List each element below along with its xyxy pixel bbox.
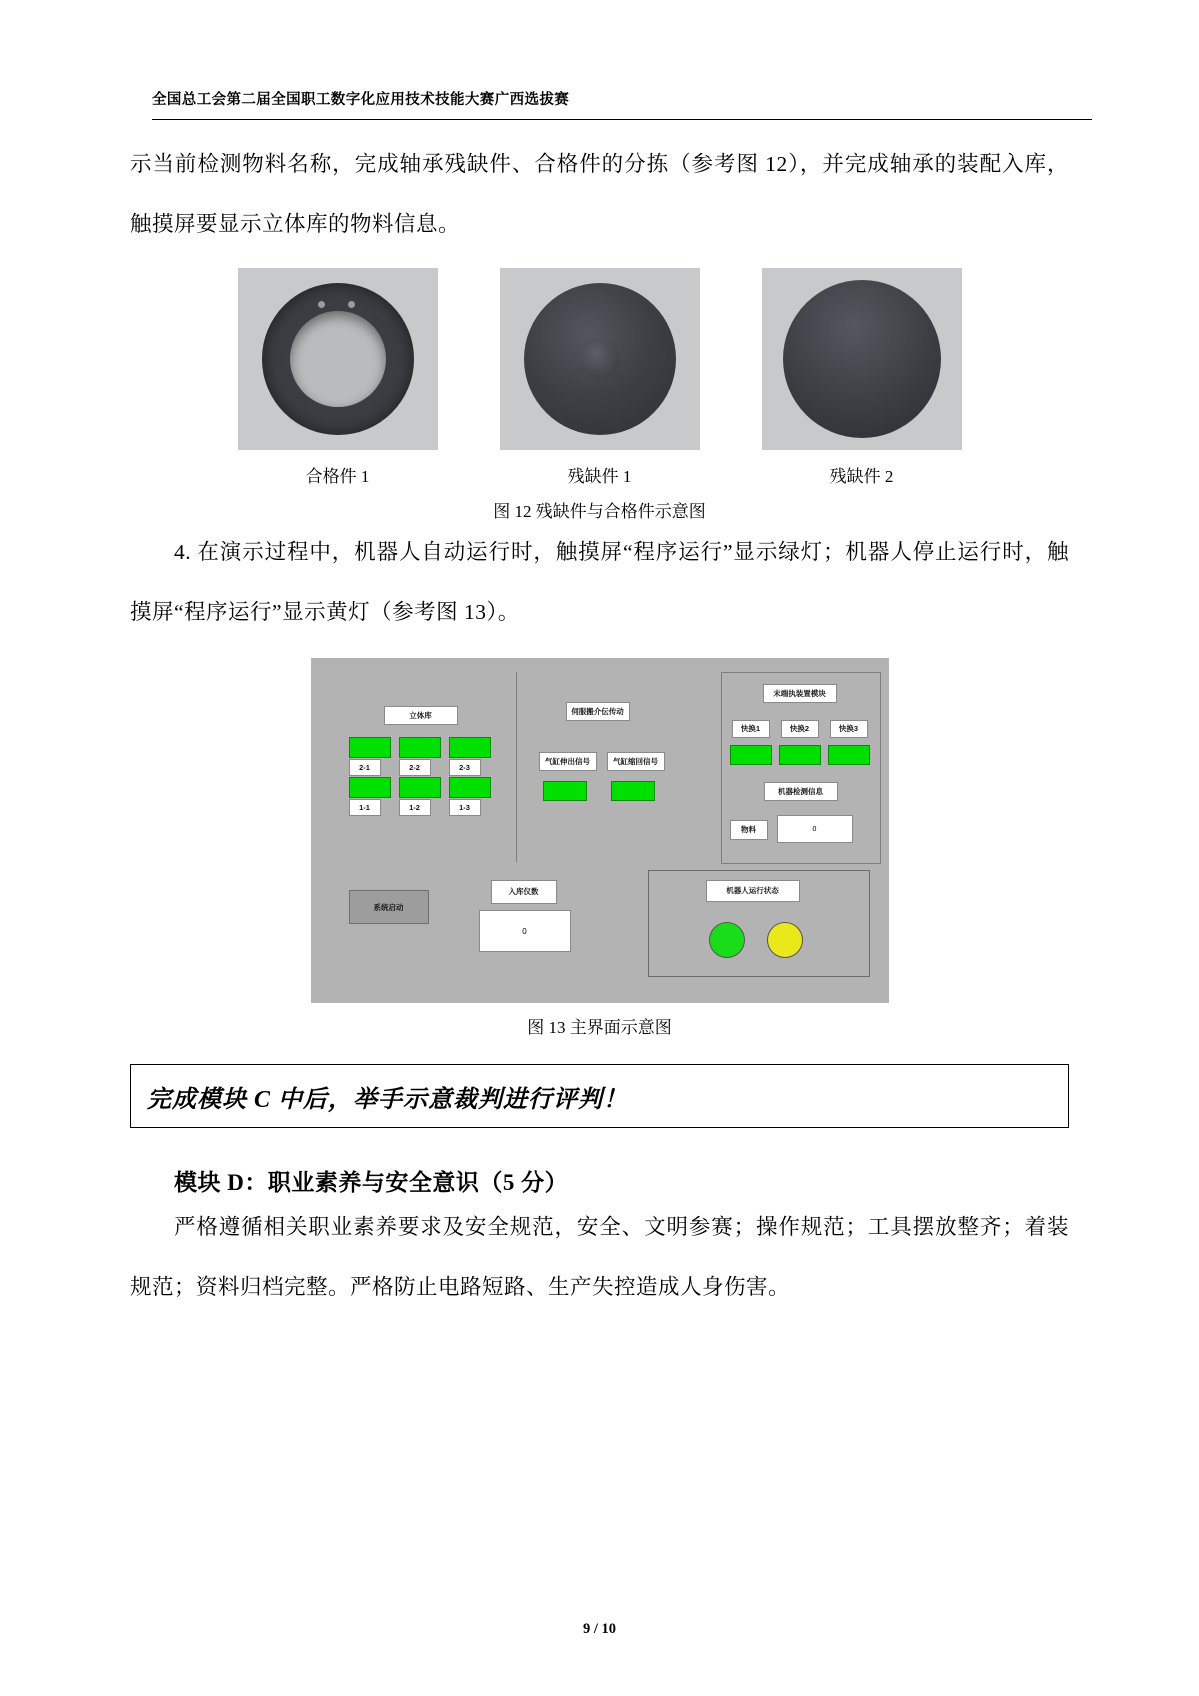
warehouse-cell-label: 2-2 bbox=[399, 759, 431, 776]
disc-bump bbox=[580, 339, 620, 379]
bearing-photo-defect-1 bbox=[500, 268, 700, 450]
figure-12 bbox=[130, 268, 1069, 487]
quick-change-2-label: 快换2 bbox=[781, 720, 819, 738]
disc-shape bbox=[524, 283, 676, 435]
robot-status-title: 机器人运行状态 bbox=[706, 880, 800, 902]
ring-shape bbox=[262, 283, 414, 435]
warehouse-indicator bbox=[349, 737, 391, 758]
quick-change-1-label: 快换1 bbox=[732, 720, 770, 738]
quick-change-2-indicator bbox=[779, 745, 821, 765]
header-divider bbox=[152, 119, 1092, 120]
material-value: 0 bbox=[777, 815, 853, 843]
servo-title: 伺服搬介伝传动 bbox=[566, 702, 630, 721]
header-title: 全国总工会第二届全国职工数字化应用技术技能大赛广西选拔赛 bbox=[152, 92, 570, 108]
page-number: 9 / 10 bbox=[582, 1621, 617, 1637]
detection-info-title: 机器检测信息 bbox=[764, 782, 838, 801]
quick-change-1-indicator bbox=[730, 745, 772, 765]
ring-hole bbox=[290, 311, 386, 407]
warehouse-cell-label: 1-1 bbox=[349, 799, 381, 816]
cylinder-extend-indicator bbox=[543, 781, 587, 801]
program-stop-yellow-lamp bbox=[767, 922, 803, 958]
figure-13-caption: 图 13 主界面示意图 bbox=[527, 1018, 672, 1037]
panel-divider bbox=[516, 672, 517, 862]
material-label: 物料 bbox=[730, 820, 768, 840]
inbound-count-value: 0 bbox=[479, 910, 571, 952]
cylinder-extend-label: 气缸伸出信号 bbox=[539, 752, 597, 771]
figure-13 bbox=[130, 658, 1069, 1003]
cylinder-retract-indicator bbox=[611, 781, 655, 801]
program-run-green-lamp bbox=[709, 922, 745, 958]
module-d-heading: 模块 D：职业素养与安全意识（5 分） bbox=[174, 1170, 569, 1195]
figure-12-item bbox=[762, 268, 962, 487]
bearing-photo-good bbox=[238, 268, 438, 450]
paragraph-1: 示当前检测物料名称，完成轴承残缺件、合格件的分拣（参考图 12），并完成轴承的装配入库，触摸屏要显示立体库的物料信息。 bbox=[130, 152, 1069, 236]
warehouse-cell-label: 2-1 bbox=[349, 759, 381, 776]
warehouse-indicator bbox=[399, 737, 441, 758]
warehouse-title: 立体库 bbox=[384, 706, 458, 725]
end-effector-title: 末端执装置模块 bbox=[763, 684, 837, 703]
figure-12-caption: 图 12 残缺件与合格件示意图 bbox=[493, 502, 706, 521]
notch-icon bbox=[348, 301, 355, 308]
warehouse-indicator bbox=[449, 777, 491, 798]
warehouse-indicator bbox=[449, 737, 491, 758]
warehouse-cell-label: 1-3 bbox=[449, 799, 481, 816]
warehouse-indicator bbox=[349, 777, 391, 798]
figure-12-item-label: 残缺件 1 bbox=[567, 467, 632, 486]
warehouse-cell-label: 1-2 bbox=[399, 799, 431, 816]
paragraph-3: 严格遵循相关职业素养要求及安全规范，安全、文明参赛；操作规范；工具摆放整齐；着装规范；资料归档完整。严格防止电路短路、生产失控造成人身伤害。 bbox=[130, 1215, 1069, 1299]
notice-box: 完成模块 C 中后，举手示意裁判进行评判！ bbox=[130, 1064, 1069, 1128]
inbound-count-label: 入库仪数 bbox=[491, 880, 557, 904]
hmi-panel bbox=[311, 658, 889, 1003]
figure-12-item bbox=[500, 268, 700, 487]
bearing-photo-defect-2 bbox=[762, 268, 962, 450]
quick-change-3-label: 快换3 bbox=[830, 720, 868, 738]
disc-plain-shape bbox=[783, 280, 941, 438]
warehouse-indicator bbox=[399, 777, 441, 798]
system-start-button[interactable]: 系统启动 bbox=[349, 890, 429, 924]
paragraph-2: 4. 在演示过程中，机器人自动运行时，触摸屏“程序运行”显示绿灯；机器人停止运行时，触摸屏“程序运行”显示黄灯（参考图 13）。 bbox=[130, 540, 1069, 624]
cylinder-retract-label: 气缸缩回信号 bbox=[607, 752, 665, 771]
figure-12-item-label: 残缺件 2 bbox=[829, 467, 894, 486]
quick-change-3-indicator bbox=[828, 745, 870, 765]
warehouse-cell-label: 2-3 bbox=[449, 759, 481, 776]
notch-icon bbox=[318, 301, 325, 308]
figure-12-item-label: 合格件 1 bbox=[305, 467, 370, 486]
figure-12-item bbox=[238, 268, 438, 487]
page-header bbox=[130, 0, 1069, 120]
